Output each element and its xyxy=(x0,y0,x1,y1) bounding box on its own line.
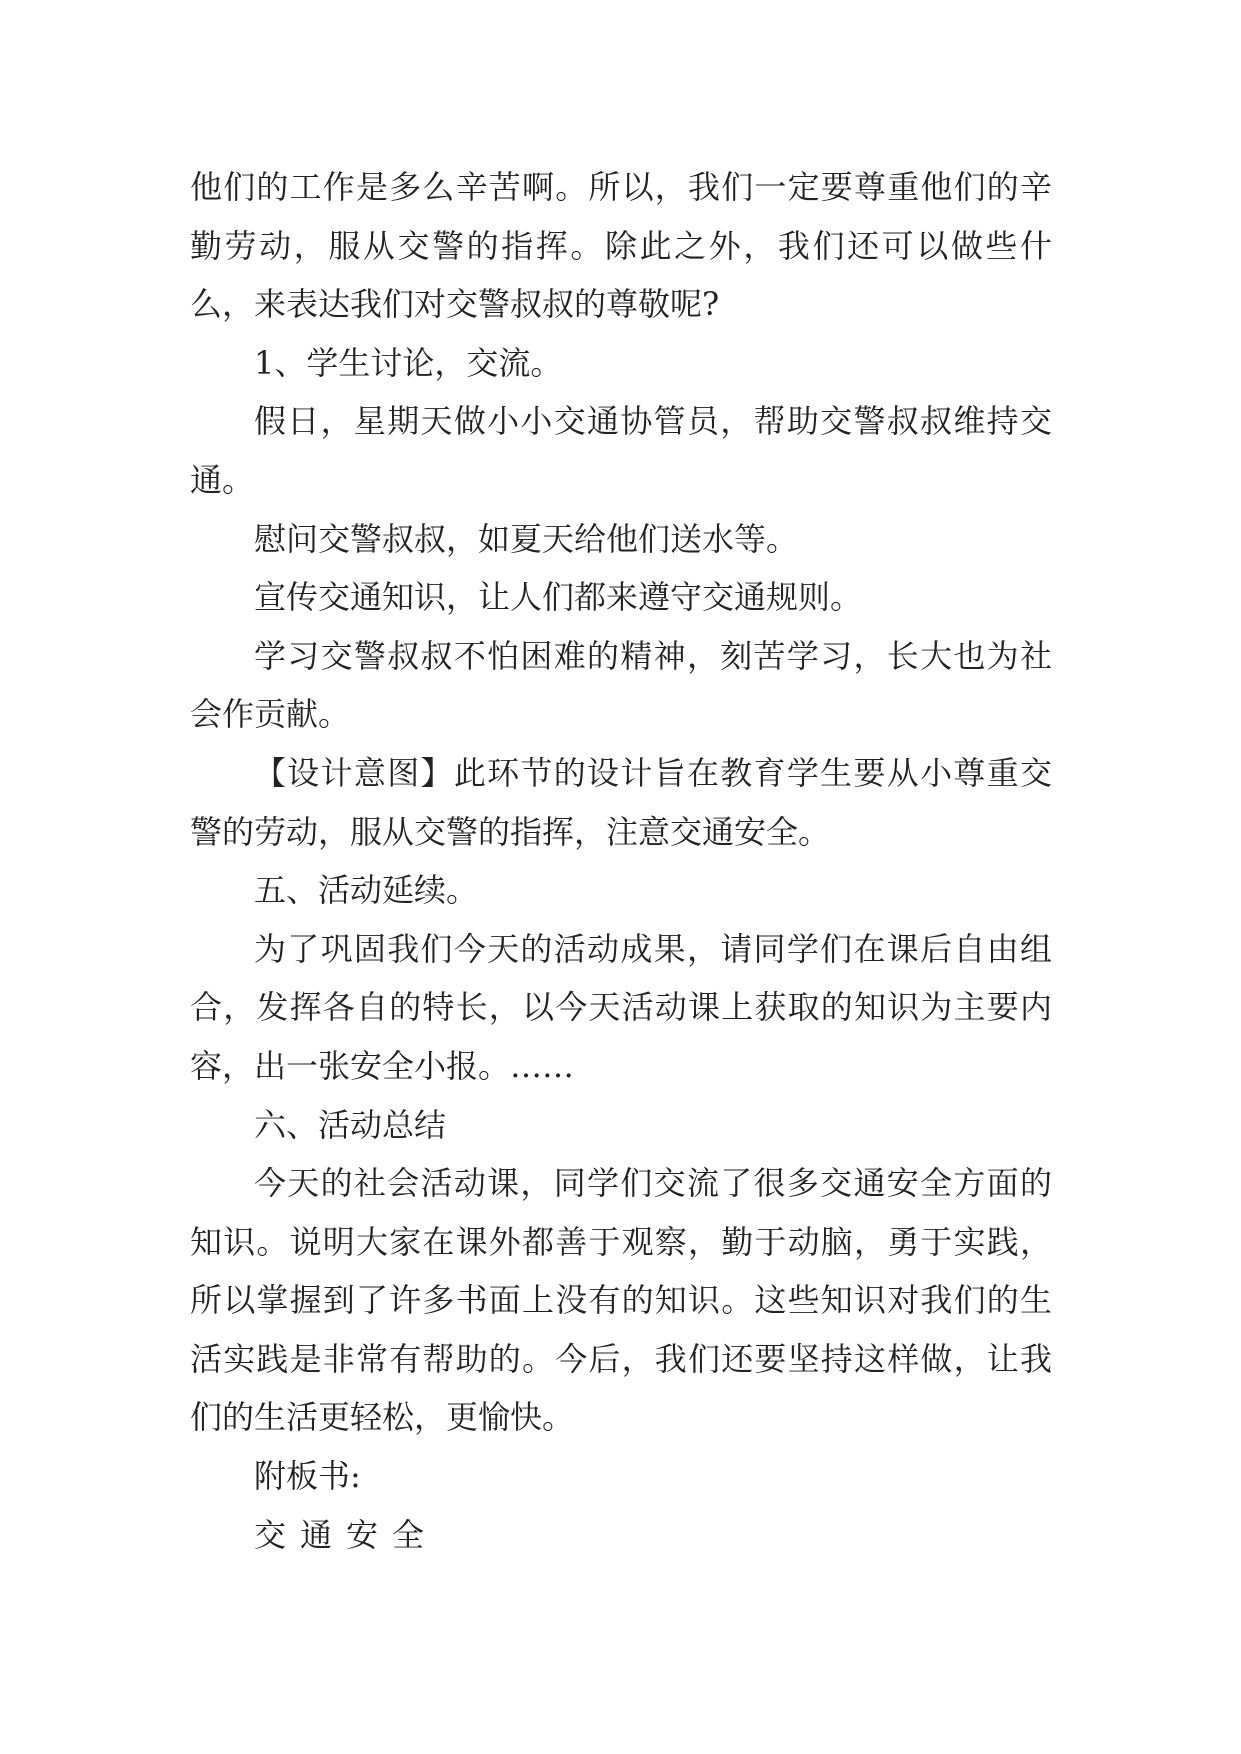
section-heading-activity-extension: 五、活动延续。 xyxy=(254,871,479,910)
paragraph-intro: 他们的工作是多么辛苦啊。所以，我们一定要尊重他们的辛勤劳动，服从交警的指挥。除此之外，我们还可以做些什么，来表达我们对交警叔叔的尊敬呢? xyxy=(190,168,1052,324)
paragraph-comfort-police: 慰问交警叔叔，如夏天给他们送水等。 xyxy=(254,519,799,558)
document-page xyxy=(190,158,1052,1564)
blackboard-label: 附板书: xyxy=(254,1457,361,1496)
paragraph-activity-summary: 今天的社会活动课，同学们交流了很多交通安全方面的知识。说明大家在课外都善于观察，勤于动脑，勇于实践，所以掌握到了许多书面上没有的知识。这些知识对我们的生活实践是非常有帮助的。今后，我们还要坚持这样做，让我们的生活更轻松，更愉快。 xyxy=(190,1164,1052,1437)
paragraph-design-intent: 【设计意图】此环节的设计旨在教育学生要从小尊重交警的劳动，服从交警的指挥，注意交通安全。 xyxy=(190,753,1052,851)
section-heading-activity-summary: 六、活动总结 xyxy=(254,1105,447,1144)
paragraph-learn-spirit: 学习交警叔叔不怕困难的精神，刻苦学习，长大也为社会作贡献。 xyxy=(190,636,1052,734)
blackboard-title: 交通安全 xyxy=(254,1515,439,1554)
paragraph-activity-extension: 为了巩固我们今天的活动成果，请同学们在课后自由组合，发挥各自的特长，以今天活动课上获取的知识为主要内容，出一张安全小报。…… xyxy=(190,929,1052,1085)
paragraph-promote-knowledge: 宣传交通知识，让人们都来遵守交通规则。 xyxy=(254,578,863,617)
paragraph-traffic-assistant: 假日，星期天做小小交通协管员，帮助交警叔叔维持交通。 xyxy=(190,402,1052,499)
paragraph-discussion-heading: 1、学生讨论，交流。 xyxy=(254,343,563,382)
